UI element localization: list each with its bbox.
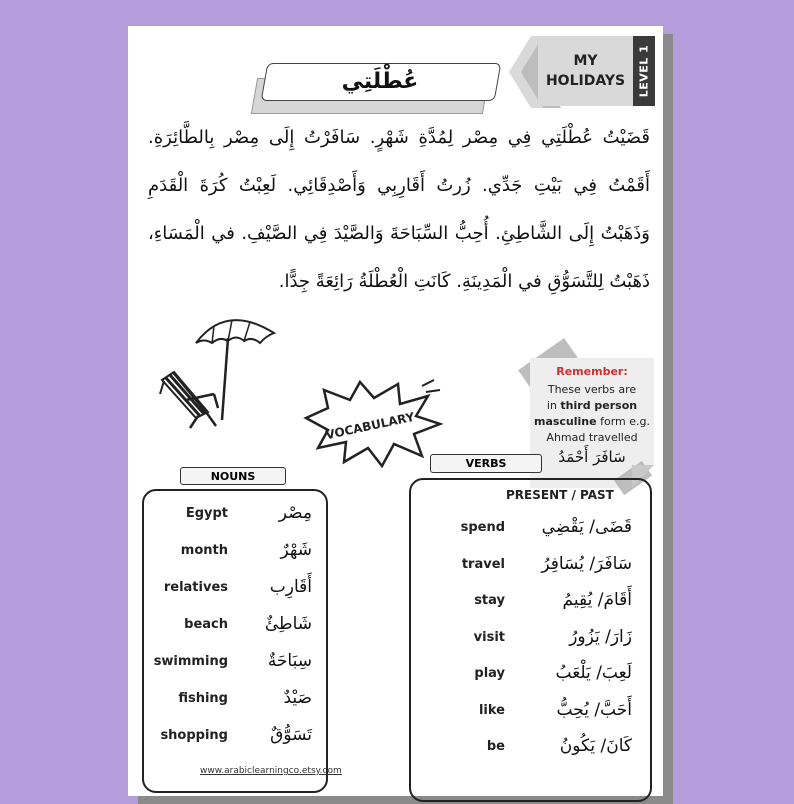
verb-arabic: لَعِبَ/ يَلْعَبُ: [555, 663, 632, 683]
note-line-3: masculine form e.g.: [533, 415, 650, 428]
noun-english: shopping: [160, 728, 228, 743]
page-title: عُطْلَتِي: [341, 68, 419, 94]
noun-arabic: تَسَوُّقٌ: [270, 725, 312, 745]
worksheet-page: [128, 26, 663, 796]
noun-english: beach: [184, 617, 228, 632]
topic-label: MY HOLIDAYS: [545, 53, 626, 89]
noun-arabic: شَاطِئٌ: [264, 614, 312, 634]
nouns-box: [142, 489, 328, 793]
noun-arabic: أَقَارِب: [269, 577, 312, 597]
noun-arabic: صَيْدٌ: [283, 688, 312, 708]
noun-english: swimming: [153, 654, 228, 669]
topic-box: [538, 36, 633, 106]
noun-arabic: سِبَاحَةٌ: [267, 651, 312, 671]
verb-arabic: كَانَ/ يَكُونُ: [559, 736, 632, 756]
noun-english: relatives: [163, 580, 228, 595]
verb-english: like: [478, 702, 505, 718]
verb-english: spend: [460, 520, 505, 535]
reading-passage: قَضَيْتُ عُطْلَتِي فِي مِصْر لِمُدَّةِ شَهْرٍ. سَافَرْتُ إِلَى مِصْر بِالطَّائِرَةِ. أَقَمْتُ فِي بَيْتِ جَدِّي. زُرتُ أَقَارِبِي وَأَصْدِقَائِي. لَعِبْتُ كُرَةَ الْقَدَمِ وَذَهَبْتُ إِلَى الشَّاطِئِ. أُحِبُّ السِّبَاحَةَ وَالصَّيْدَ فِي الصَّيْفِ. في الْمَسَاءِ، ذَهَبْتُ لِلتَّسَوُّقِ في الْمَدِينَةِ. كَانَتِ الْعُطْلَةُ رَائِعَةً جِدًّا.: [148, 127, 650, 292]
verbs-label: VERBS: [430, 454, 542, 473]
verb-arabic: أَحَبَّ/ يُحِبُّ: [556, 699, 632, 720]
verb-arabic: أَقَامَ/ يُقِيمُ: [562, 590, 632, 610]
verb-english: be: [486, 739, 505, 754]
note-body: [530, 382, 654, 446]
noun-arabic: مِصْر: [278, 503, 312, 523]
note-line-1: These verbs are: [547, 383, 637, 396]
noun-english: Egypt: [185, 506, 228, 521]
tense-header: PRESENT / PAST: [506, 488, 614, 502]
level-tab: [633, 36, 655, 106]
note-emphasis: third person: [560, 399, 638, 412]
noun-english: month: [180, 543, 228, 558]
note-emphasis: masculine: [533, 415, 597, 428]
note-line-2: in third person: [546, 399, 638, 412]
verb-arabic: قَضَى/ يَقْضِي: [541, 517, 632, 537]
vocabulary-label: VOCABULARY: [324, 409, 416, 443]
verb-english: stay: [474, 593, 505, 608]
noun-arabic: شَهْرٌ: [280, 540, 312, 560]
beach-chair-umbrella-icon: [156, 308, 276, 433]
verb-arabic: زَارَ/ يَزُورُ: [569, 626, 632, 647]
verb-arabic: سَافَرَ/ يُسَافِرُ: [541, 553, 632, 574]
verb-english: visit: [473, 629, 505, 645]
note-title: Remember:: [556, 365, 628, 378]
nouns-label: NOUNS: [180, 467, 286, 485]
vocabulary-burst: [298, 378, 448, 473]
note-arabic-example: سَافَرَ أَحْمَدُ: [558, 448, 626, 466]
noun-english: fishing: [178, 691, 228, 706]
verb-english: travel: [461, 556, 505, 572]
footer-url[interactable]: www.arabiclearningco.etsy.com: [200, 766, 342, 776]
level-label: LEVEL 1: [637, 44, 651, 98]
note-line-4: Ahmad travelled: [546, 431, 638, 444]
verb-english: play: [474, 666, 505, 681]
